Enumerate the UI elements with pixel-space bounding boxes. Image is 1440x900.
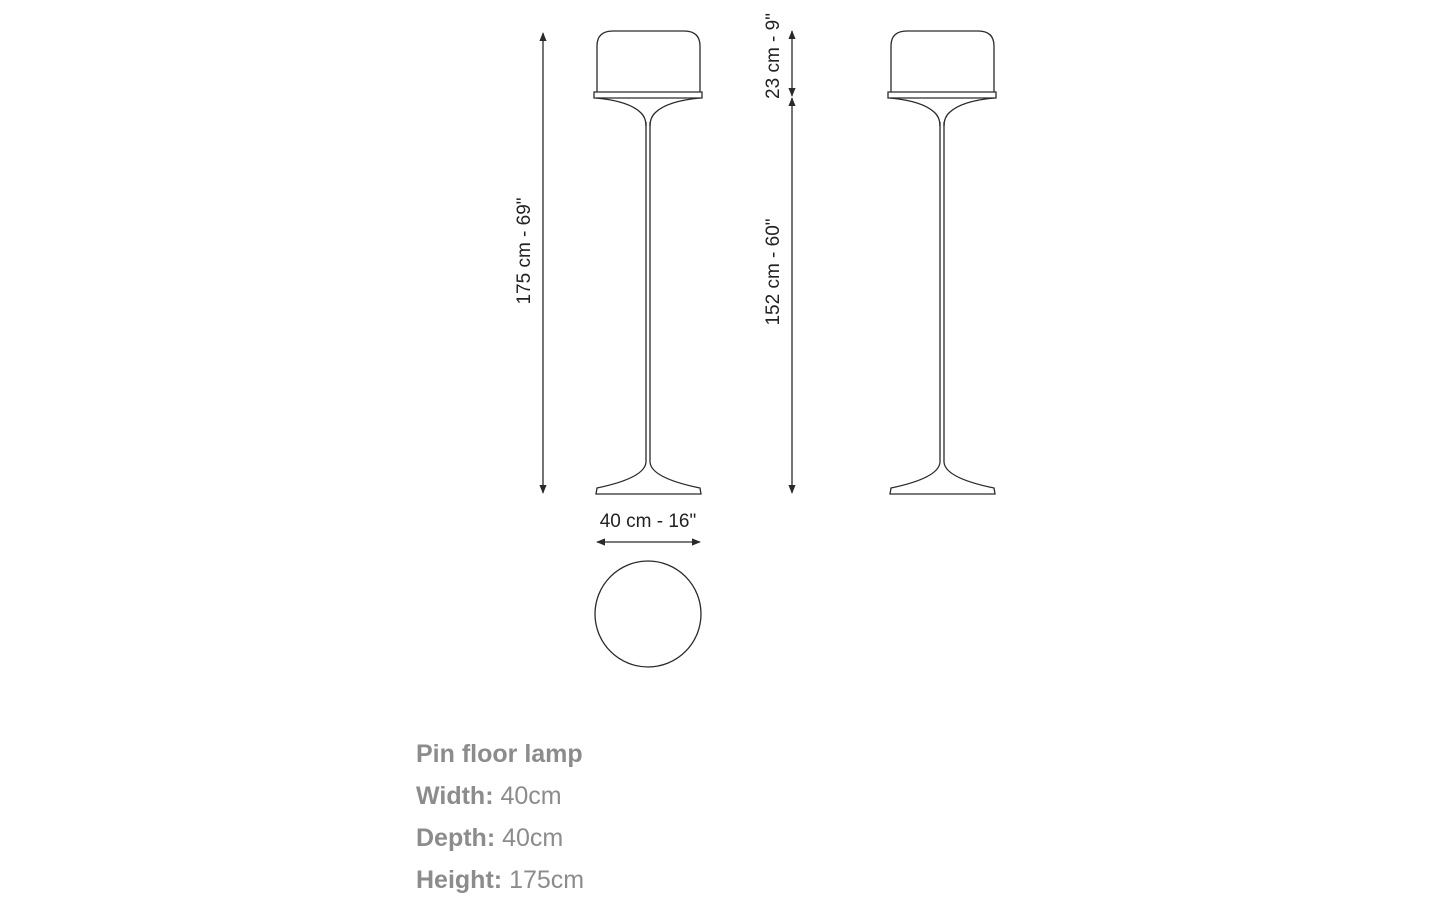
side-shade-rim	[888, 92, 996, 98]
spec-block	[416, 733, 584, 900]
spec-width-row	[416, 775, 584, 817]
front-base	[596, 462, 701, 494]
spec-height-value: 175cm	[509, 866, 585, 894]
side-view-lamp	[888, 31, 996, 494]
spec-width-value: 40cm	[500, 782, 562, 810]
side-shade	[891, 31, 994, 92]
spec-depth-value: 40cm	[502, 824, 564, 852]
shade-height-label: 23 cm - 9"	[763, 13, 784, 99]
front-shade-rim	[594, 92, 702, 98]
base-width-label: 40 cm - 16"	[599, 511, 697, 532]
top-view-circle	[595, 561, 701, 667]
spec-height-row	[416, 859, 584, 900]
side-shade-neck	[890, 98, 994, 126]
front-view-lamp	[594, 31, 702, 494]
total-height-label: 175 cm - 69"	[514, 197, 535, 305]
front-stem	[646, 122, 650, 462]
side-base	[890, 462, 995, 494]
side-stem	[940, 122, 944, 462]
stem-height-label: 152 cm - 60"	[763, 218, 784, 326]
front-shade	[597, 31, 700, 92]
front-shade-neck	[596, 98, 700, 126]
spec-height-label: Height:	[416, 866, 503, 894]
product-title: Pin floor lamp	[416, 740, 583, 768]
spec-width-label: Width:	[416, 782, 494, 810]
spec-depth-row	[416, 817, 584, 859]
spec-depth-label: Depth:	[416, 824, 496, 852]
